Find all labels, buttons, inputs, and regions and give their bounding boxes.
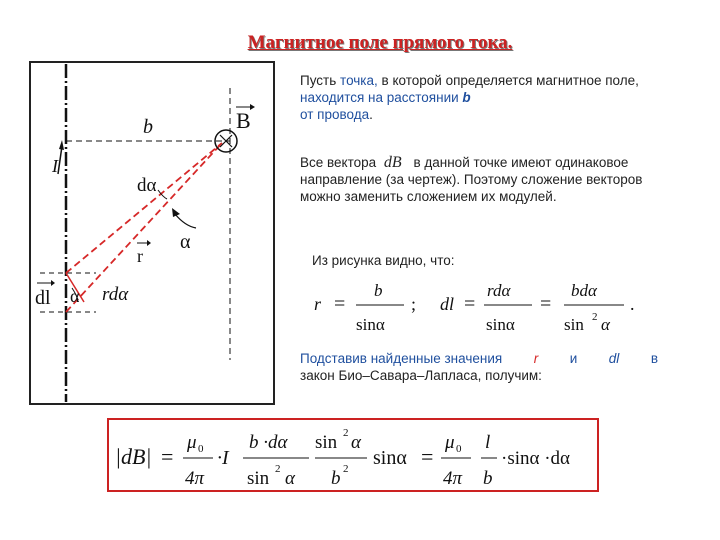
svg-text:sinα: sinα bbox=[356, 315, 385, 334]
formula-geometry bbox=[296, 274, 666, 344]
svg-text:0: 0 bbox=[456, 443, 462, 455]
svg-text:r: r bbox=[314, 294, 322, 314]
svg-text:=: = bbox=[334, 293, 346, 315]
biot-savart-formula bbox=[109, 420, 597, 490]
label-dalpha: dα bbox=[137, 175, 157, 196]
page-title: Магнитное поле прямого тока. bbox=[247, 32, 513, 53]
svg-text:=: = bbox=[161, 444, 174, 469]
svg-text:b ·dα: b ·dα bbox=[249, 432, 288, 453]
label-alpha-bottom: α bbox=[70, 286, 80, 306]
label-r-dalpha: rdα bbox=[102, 284, 129, 305]
svg-text:b: b bbox=[374, 281, 383, 300]
ray-top bbox=[66, 143, 222, 273]
svg-text:2: 2 bbox=[343, 463, 349, 475]
svg-text:b: b bbox=[331, 468, 341, 489]
label-r-vector: r bbox=[137, 246, 143, 266]
svg-text:α: α bbox=[601, 315, 610, 334]
paragraph-1: Пусть точка, в которой определяется магнитное поле, находится на расстоянии b от провода. bbox=[300, 73, 639, 122]
svg-text:4π: 4π bbox=[443, 468, 463, 489]
label-b: b bbox=[143, 116, 153, 138]
svg-text:μ: μ bbox=[187, 432, 197, 453]
svg-text:2: 2 bbox=[275, 463, 281, 475]
svg-text:sinα: sinα bbox=[373, 447, 407, 469]
svg-text:sin: sin bbox=[247, 468, 270, 489]
svg-text:;: ; bbox=[411, 294, 417, 314]
svg-text:.: . bbox=[630, 294, 635, 314]
svg-text:=: = bbox=[421, 444, 434, 469]
svg-text:bdα: bdα bbox=[571, 281, 597, 300]
svg-text:sin: sin bbox=[564, 315, 584, 334]
label-B-vector: B bbox=[236, 108, 251, 133]
paragraph-2: Все вектора dB в данной точке имеют одинаковое направление (за чертеж). Поэтому сложение векторов можно заменить сложением их модулей. bbox=[300, 154, 643, 204]
svg-text:·I: ·I bbox=[217, 447, 229, 469]
svg-text:α: α bbox=[351, 432, 361, 453]
svg-text:sin: sin bbox=[315, 432, 338, 453]
svg-text:·sinα ·dα: ·sinα ·dα bbox=[501, 448, 570, 469]
label-alpha: α bbox=[180, 231, 191, 253]
svg-text:dl: dl bbox=[440, 294, 455, 314]
svg-text:=: = bbox=[540, 293, 552, 315]
paragraph-4: Подставив найденные значения r и dl в закон Био–Савара–Лапласа, получим: bbox=[300, 351, 658, 383]
svg-text:sinα: sinα bbox=[486, 315, 515, 334]
svg-text:=: = bbox=[464, 293, 476, 315]
svg-text:α: α bbox=[285, 468, 295, 489]
result-formula-box bbox=[107, 418, 599, 492]
svg-text:rdα: rdα bbox=[487, 281, 511, 300]
current-arrowhead bbox=[59, 140, 64, 150]
svg-text:μ: μ bbox=[445, 432, 455, 453]
svg-text:2: 2 bbox=[592, 311, 598, 323]
paragraph-3: Из рисунка видно, что: bbox=[312, 253, 455, 268]
label-dl-vector: dl bbox=[35, 287, 51, 309]
svg-text:b: b bbox=[483, 468, 493, 489]
svg-text:2: 2 bbox=[343, 427, 349, 439]
svg-text:4π: 4π bbox=[185, 468, 205, 489]
svg-text:|dB|: |dB| bbox=[115, 444, 152, 469]
svg-text:0: 0 bbox=[198, 443, 204, 455]
wire-diagram bbox=[0, 0, 300, 420]
current-arrow bbox=[58, 146, 62, 174]
svg-text:l: l bbox=[485, 432, 491, 453]
label-current-I: I bbox=[52, 156, 58, 176]
ray-bottom bbox=[66, 143, 222, 312]
